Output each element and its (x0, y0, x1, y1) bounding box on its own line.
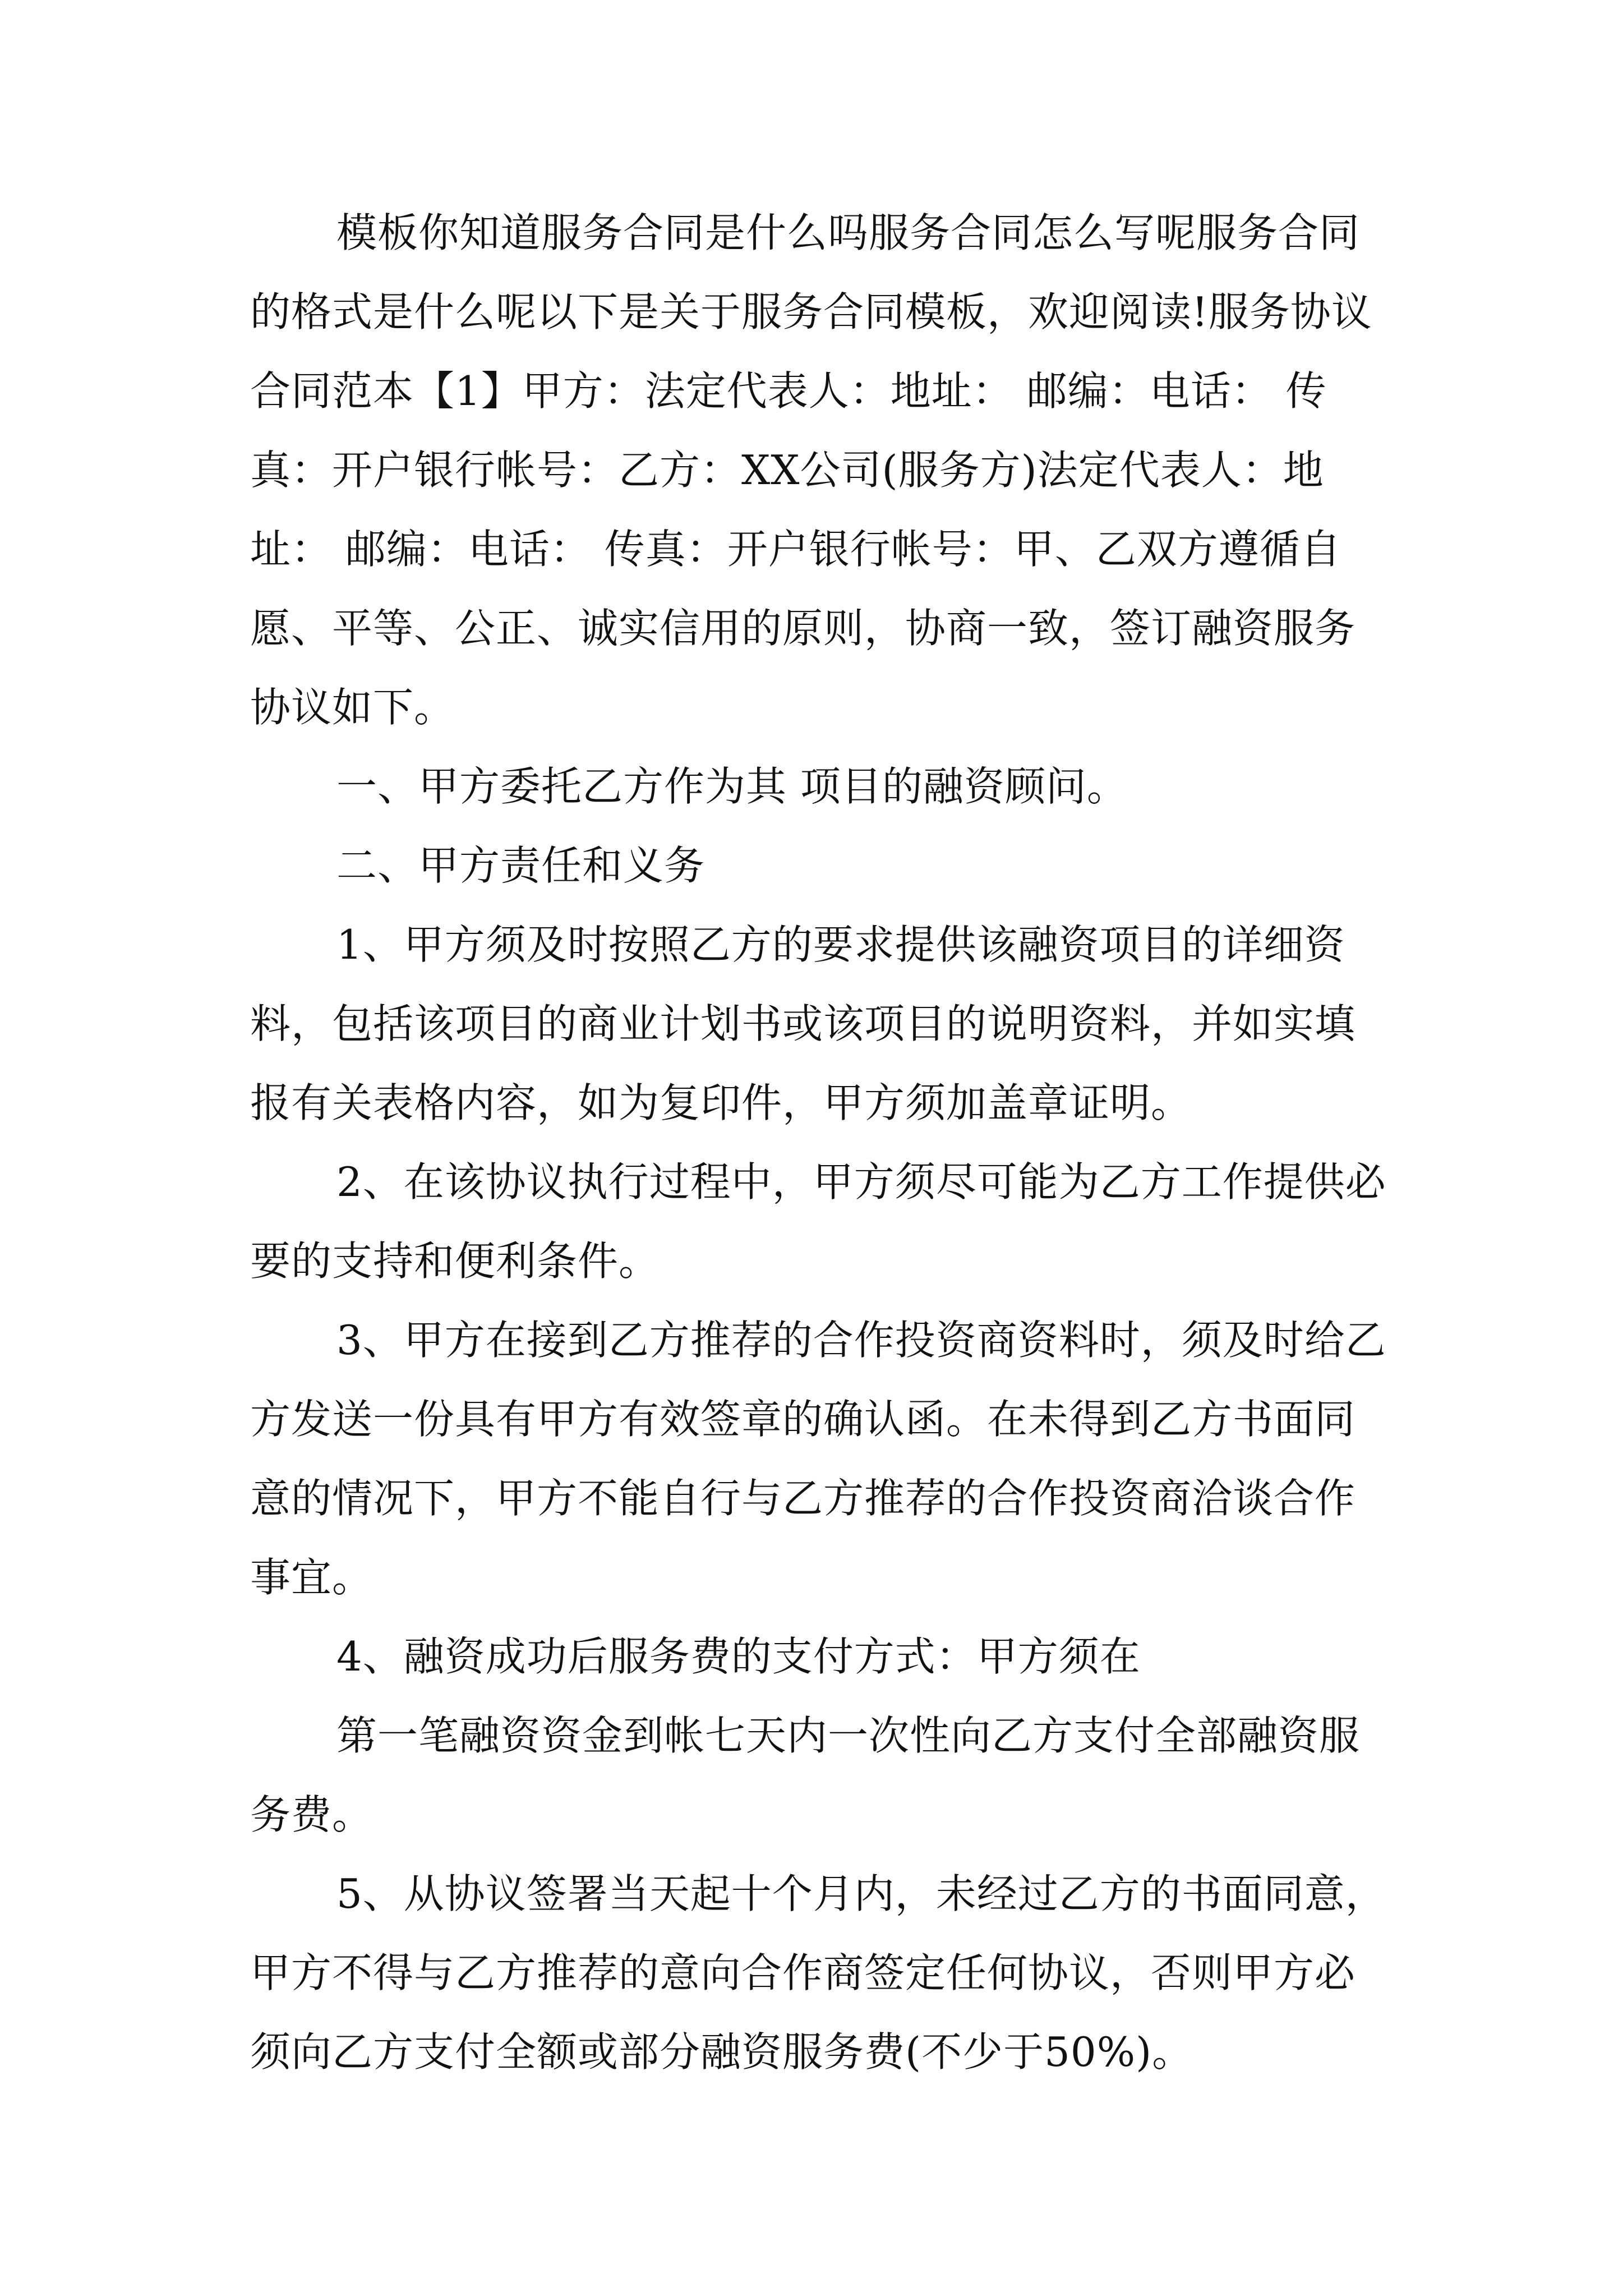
clause-two-item-4: 4、融资成功后服务费的支付方式：甲方须在 (336, 1633, 1141, 1680)
clause-two-item-2: 2、在该协议执行过程中，甲方须尽可能为乙方工作提供必要的支持和便利条件。 (250, 1158, 1386, 1285)
clause-two-item-5: 5、从协议签署当天起十个月内，未经过乙方的书面同意，甲方不得与乙方推荐的意向合作商签定任何协议，否则甲方必须向乙方支付全额或部分融资服务费(不少于50%)。 (250, 1870, 1386, 2076)
intro-paragraph: 模板你知道服务合同是什么吗服务合同怎么写呢服务合同的格式是什么呢以下是关于服务合同模板，欢迎阅读!服务协议合同范本【1】甲方：法定代表人：地址： 邮编：电话： 传真：开户银行帐号：乙方：XX公司(服务方)法定代表人：地址： 邮编：电话： 传真：开户银行帐号：甲、乙双方遵循自愿、平等、公正、诚实信用的原则，协商一致，签订融资服务协议如下。 (250, 209, 1372, 731)
clause-one-paragraph: 一、甲方委托乙方作为其 项目的融资顾问。 (336, 763, 1128, 810)
document-body (250, 194, 1393, 2092)
clause-two-item-4-continuation: 第一笔融资资金到帐七天内一次性向乙方支付全部融资服务费。 (250, 1712, 1361, 1838)
clause-two-heading: 二、甲方责任和义务 (336, 842, 706, 889)
clause-two-item-3: 3、甲方在接到乙方推荐的合作投资商资料时，须及时给乙方发送一份具有甲方有效签章的确认函。在未得到乙方书面同意的情况下，甲方不能自行与乙方推荐的合作投资商洽谈合作事宜。 (250, 1317, 1386, 1601)
clause-two-item-1: 1、甲方须及时按照乙方的要求提供该融资项目的详细资料，包括该项目的商业计划书或该项目的说明资料，并如实填报有关表格内容，如为复印件，甲方须加盖章证明。 (250, 921, 1356, 1126)
